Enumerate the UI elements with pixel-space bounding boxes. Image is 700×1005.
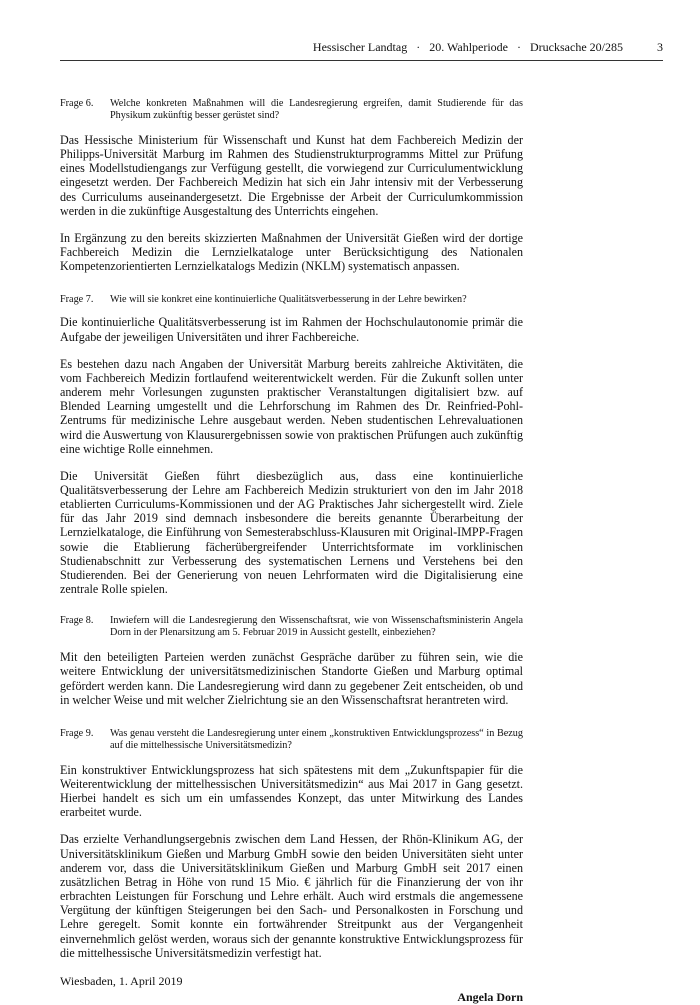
document-body [60, 98, 523, 1005]
question-6 [60, 98, 523, 122]
signature-name: Angela Dorn [457, 989, 523, 1004]
page-number: 3 [657, 40, 663, 54]
header-separator: · [517, 40, 522, 54]
question-text: Was genau versteht die Landesregierung unter einem „konstruktiven Entwicklungsprozess“ in Bezug auf die mittelhessische Universitätsmedizin? [110, 727, 523, 751]
question-text: Welche konkreten Maßnahmen will die Landesregierung ergreifen, damit Studierende für das Physikum zukünftig besser gerüstet sind? [110, 98, 523, 121]
question-8 [60, 615, 523, 639]
answer-paragraph: Die Universität Gießen führt diesbezüglich aus, dass eine kontinuierliche Qualitätsverbesserung der Lehre am Fachbereich Medizin strukturiert von den im Jahr 2018 etablierten Curriculums-Kommissionen und der AG Praktisches Jahr sichergestellt wird. Ziele für das Jahr 2019 sind demnach insbesondere die bereits genannte Überarbeitung der Lernzielkataloge, die Einführung von Semesterabschluss-Klausuren mit Original-IMPP-Fragen sowie die Etablierung fächerübergreifender Unterrichtsformate im vorklinischen Studienabschnitt zur Verbesserung des systematischen Lernens und Verstehens bei den Studierenden. Bei der Generierung von neuen Lehrformaten wird die Digitalisierung eine zentrale Rolle spielen. [60, 468, 523, 597]
answer-paragraph: Die kontinuierliche Qualitätsverbesserung ist im Rahmen der Hochschulautonomie primär die Aufgabe der jeweiligen Universitäten und ihrer Fachbereiche. [60, 315, 523, 344]
question-label: Frage 6. [60, 98, 94, 109]
answer-paragraph: Das Hessische Ministerium für Wissenschaft und Kunst hat dem Fachbereich Medizin der Philipps-Universität Marburg im Rahmen des Studienstrukturprogramms Mittel zur Prüfung eines Modellstudiengangs zur Verfügung gestellt, die vorwiegend zur Curriculumentwicklung eingesetzt werden. Der Fachbereich Medizin hat sich ein Jahr intensiv mit der Verbesserung des Curriculums auseinandergesetzt. Die Ergebnisse der Arbeit der Curriculumkommission werden in die zukünftige Ausgestaltung des Unterrichts eingehen. [60, 133, 523, 218]
question-9 [60, 728, 523, 752]
header-parliament: Hessischer Landtag [312, 40, 408, 54]
answer-paragraph: Mit den beteiligten Parteien werden zunächst Gespräche darüber zu führen sein, wie die weitere Entwicklung der universitätsmedizinischen Standorte Gießen und Marburg optimal gefördert werden kann. Die Landesregierung wird dann zu gegebener Zeit entscheiden, ob und in welcher Weise und mit welcher Zielrichtung sie an den Wissenschaftsrat herantreten wird. [60, 650, 523, 707]
answer-paragraph: Es bestehen dazu nach Angaben der Universität Marburg bereits zahlreiche Aktivitäten, die vom Fachbereich Medizin fortlaufend weiterentwickelt werden. Für die Zukunft sollen unter anderem mehr Vorlesungen zugunsten praktischer Veranstaltungen digitalisiert bzw. auf Blended Learning umgestellt und die Lehrforschung im Rahmen des Dr. Reinfried-Pohl-Zentrums für medizinische Lehre ausgebaut werden. Neben studentischen Lehrevaluationen wird die Auswertung von Klausurergebnissen sowie von praktischen Prüfungen auch zukünftig eine wichtige Rolle einnehmen. [60, 356, 523, 456]
question-text: Inwiefern will die Landesregierung den Wissenschaftsrat, wie von Wissenschaftsministerin Angela Dorn in der Plenarsitzung am 5. Februar 2019 in Aussicht gestellt, einbeziehen? [110, 615, 523, 639]
header-info [313, 40, 623, 55]
page-header [60, 40, 663, 56]
answer-paragraph: Das erzielte Verhandlungsergebnis zwischen dem Land Hessen, der Rhön-Klinikum AG, der Universitätsklinikum Gießen und Marburg GmbH sowie den beiden Universitäten sieht unter anderem vor, dass die Universitätsklinikum Gießen und Marburg GmbH seit 2017 einen zusätzlichen Betrag in Höhe von rund 15 Mio. € jährlich für die Finanzierung der von ihr erbrachten Leistungen für Forschung und Lehre erhält. Auch wird erstmals die angemessene Vergütung der künftigen Steigerungen bei den Sach- und Personalkosten in Forschung und Lehre geregelt. Somit konnte ein fortwährender Streitpunkt aus der Vergangenheit einvernehmlich gelöst werden, woraus sich der genannte konstruktive Entwicklungsprozess für die mittelhessische Universitätsmedizin verfestigt hat. [60, 832, 523, 960]
question-label: Frage 7. [60, 294, 94, 306]
answer-paragraph: In Ergänzung zu den bereits skizzierten Maßnahmen der Universität Gießen wird der dortige Fachbereich Medizin die Lernzielkataloge unter Berücksichtigung des Nationalen Kompetenzorientierten Lernzielkatalogs Medizin (NKLM) systematisch anpassen. [60, 230, 523, 274]
question-7 [60, 294, 523, 306]
question-text: Wie will sie konkret eine kontinuierliche Qualitätsverbesserung in der Lehre bewirken? [110, 294, 467, 306]
question-label: Frage 8. [60, 615, 94, 627]
place-and-date: Wiesbaden, 1. April 2019 [60, 973, 183, 988]
header-separator: · [416, 40, 421, 54]
answer-paragraph: Ein konstruktiver Entwicklungsprozess hat sich spätestens mit dem „Zukunftspapier für die Weiterentwicklung der mittelhessischen Universitätsmedizin“ aus Mai 2017 in Gang gesetzt. Hierbei handelt es sich um ein umfassendes Konzept, das unter Mitwirkung des Landes erarbeitet wurde. [60, 762, 523, 820]
header-document-number: Drucksache 20/285 [530, 40, 623, 54]
header-period: 20. Wahlperiode [429, 40, 509, 54]
header-divider [60, 60, 663, 61]
question-label: Frage 9. [60, 727, 94, 739]
